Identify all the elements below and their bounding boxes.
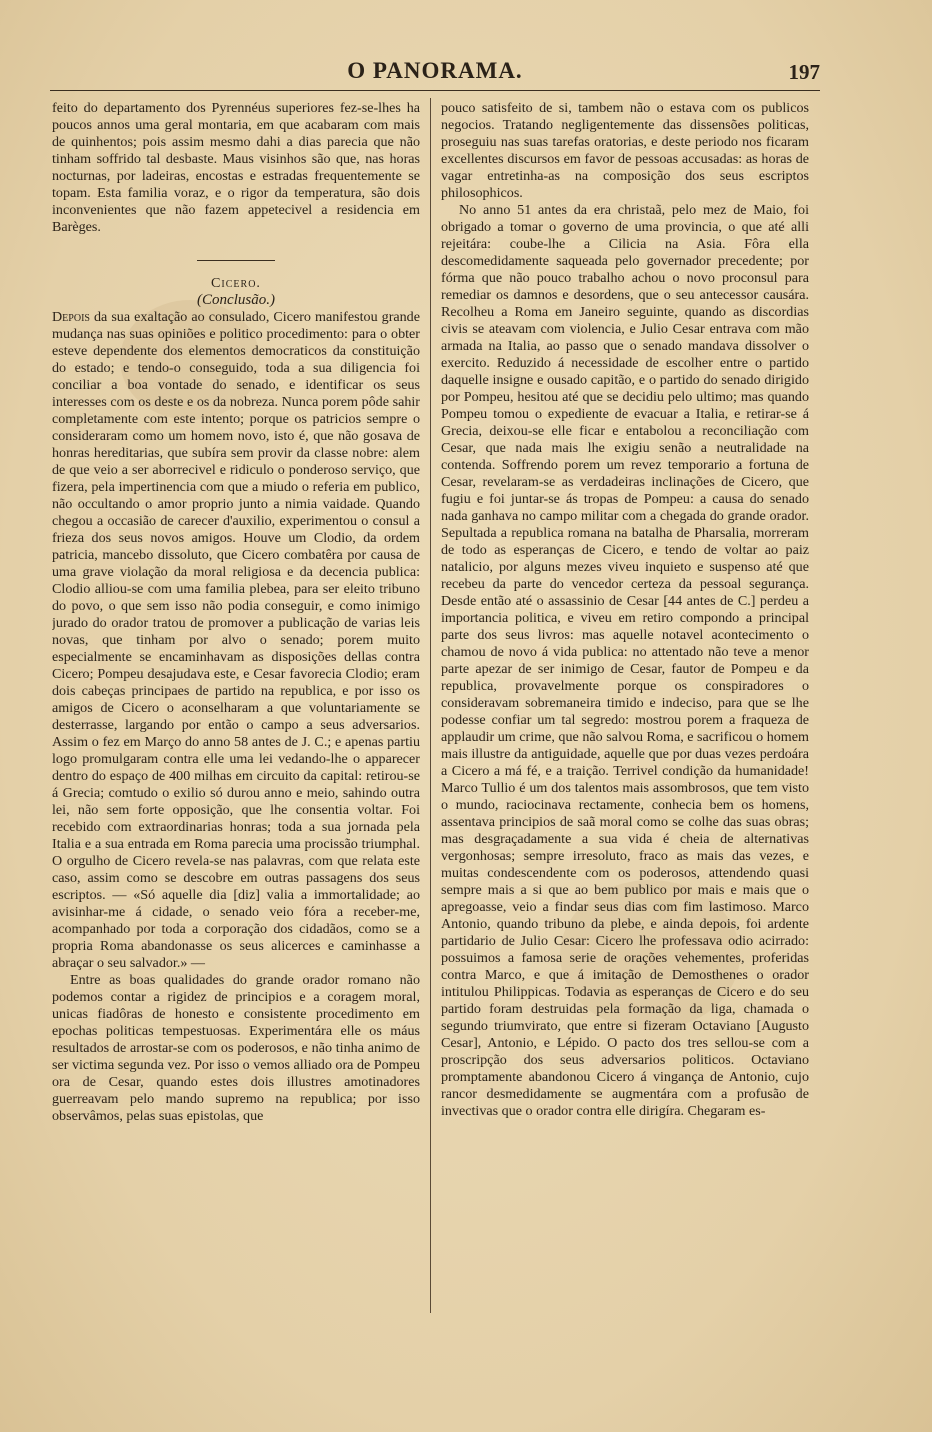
- dropcap-word: Depois: [52, 309, 90, 325]
- page-header: [50, 56, 820, 86]
- article-paragraph: pouco satisfeito de si, tambem não o estava com os publicos negocios. Tratando negligentemente das dissensões politicas, proseguiu nas suas tarefas oratorias, e deste periodo nos ficaram excellentes discursos em favor de pessoas accusadas: as horas de vagar entretinha-as na composição dos seus escriptos philosophicos.: [441, 100, 809, 201]
- left-column: [52, 100, 420, 1315]
- header-rule: [50, 90, 820, 91]
- page-number: 197: [788, 60, 820, 84]
- section-separator: [197, 260, 275, 261]
- article-paragraph: [52, 309, 420, 972]
- article-title: Cicero.: [211, 275, 261, 291]
- right-column: [441, 100, 809, 1315]
- column-divider: [430, 98, 431, 1313]
- article-paragraph: Entre as boas qualidades do grande orador romano não podemos contar a rigidez de principios e a coragem moral, unicas fiadôras de honesto e consistente procedimento em epochas politicas tempestuosas. Experimentára elle os máus resultados de arrostar-se com os poderosos, e não tinha animo de ser victima segunda vez. Por isso o vemos alliado ora de Pompeu ora de Cesar, quando estes dois illustres amotinadores guerreavam pelo mando supremo na republica; por isso observâmos, pelas suas epistolas, que: [52, 972, 420, 1124]
- article-subtitle: (Conclusão.): [197, 292, 275, 308]
- intro-paragraph: feito do departamento dos Pyrennéus superiores fez-se-lhes ha poucos annos uma geral montaria, em que acabaram com mais de quinhentos; pois assim mesmo dahi a dias parecia que não tinham soffrido tal desbaste. Maus visinhos são que, nas horas nocturnas, por ladeiras, encostas e estradas frequentemente se topam. Esta familia voraz, e o rigor da temperatura, são dois inconvenientes que não fazem appetecivel a residencia em Barèges.: [52, 100, 420, 235]
- article-paragraph: No anno 51 antes da era christaã, pelo mez de Maio, foi obrigado a tomar o governo de uma provincia, o que até alli rejeitára: coube-lhe a Cilicia na Asia. Fôra ella descomedidamente saqueada pelo governador precedente; por fórma que não pouco trabalho achou o novo proconsul para remediar os damnos e desordens, que o seu antecessor causára. Recolheu a Roma em Janeiro seguinte, quando as discordias civis se ateavam com violencia, e Julio Cesar entrava com mão armada na Italia, ao passo que o senado mandava dissolver o exercito. Reduzido á necessidade de escolher entre o partido daquelle insigne e ousado capitão, e o partido do senado dirigido por Pompeu, hesitou até que se decidiu pelo ultimo; mas quando Pompeu tomou o expediente de evacuar a Italia, e retirar-se á Grecia, deixou-se elle ficar e entabolou a reconciliação com Cesar, que nada mais lhe exigiu senão a neutralidade na contenda. Soffrendo porem um revez temporario a fortuna de Cesar, revelaram-se as verdadeiras inclinações de Cicero, que fugiu e foi juntar-se ás tropas de Pompeu: a causa do senado nada ganhava no campo militar com a chegada do grande orador. Sepultada a republica romana na batalha de Pharsalia, morreram de todo as esperanças de Cicero, e tendo de voltar ao paiz natalicio, por alguns mezes viveu inquieto e suspenso até que recebeu da parte do vencedor certeza da pessoal segurança. Desde então até o assassinio de Cesar [44 antes de C.] perdeu a importancia politica, e viveu em retiro compondo a principal parte dos seus livros: mas aquelle notavel acontecimento o chamou de novo á vida publica: no attentado não teve a menor parte apezar de ser inimigo de Cesar, fautor de Pompeu e da republica, provavelmente porque os conspiradores o consideravam sobremaneira timido e indeciso, para que se lhe podesse confiar um tal segredo: mostrou porem a fraqueza de applaudir um crime, que não salvou Roma, e sacrificou o homem mais illustre da antiguidade, aquelle que por duas vezes perdoára a Cicero a má fé, e a traição. Terrivel condição da humanidade! Marco Tullio é um dos talentos mais assombrosos, que tem visto o mundo, raciocinava rectamente, conhecia bem os homens, assentava principios de saã moral como se colhe das suas obras; mas desgraçadamente a sua vida é cheia de alternativas vergonhosas; sempre irresoluto, fraco as mais das vezes, e muitas condescendente com os poderosos, attendendo quasi sempre mais a si que ao bem publico por mais e mais que o apregoasse, veio a findar seus dias com fim lastimoso. Marco Antonio, quando tribuno da plebe, e ainda depois, foi ardente partidario de Julio Cesar: Cicero lhe professava odio acirrado: possuimos a famosa serie de orações vehementes, proferidas contra Marco, e que á imitação de Demosthenes o orador intitulou Philippicas. Todavia as esperanças de Cicero e do seu partido foram destruidas pela formação da liga, chamada o segundo triumvirato, que entre si fizeram Octaviano [Augusto Cesar], Antonio, e Lépido. O pacto dos tres sellou-se com a proscripção dos seus adversarios politicos. Octaviano promptamente abandonou Cicero á vingança de Antonio, cujo rancor desmedidamente se augmentára com a profusão de invectivas que o orador contra elle dirigíra. Chegaram es-: [441, 202, 809, 1119]
- article-paragraph-text: da sua exaltação ao consulado, Cicero manifestou grande mudança nas suas opiniões e politico procedimento: para o obter esteve dependente dos elementos democraticos da constituição do estado; e tendo-o conseguido, toda a sua diligencia foi conciliar a boa vontade do senado, e identificar os seus interesses com os deste e os da nobreza. Nunca porem pôde sahir completamente com este intento; porque os patricios sempre o consideraram como um homem novo, isto é, que não gosava de honras hereditarias, que subíra sem provir da classe nobre: alem de que veio a ser aborrecivel e ridiculo o ponderoso serviço, que fizera, pela impertinencia com que a miudo o referia em publico, não occultando o amor proprio junto a nimia vaidade. Quando chegou a occasião de carecer d'auxilio, experimentou o consul a frieza dos seus novos amigos. Houve um Clodio, da ordem patricia, mancebo dissoluto, que Cicero combatêra por causa de uma grave violação da moral religiosa e da decencia publica: Clodio alliou-se com uma familia plebea, para ser eleito tribuno do povo, o que sem isso não podia conseguir, e como inimigo jurado do orador tratou de promover a publicação de varias leis novas, que tinham por alvo o senado; porem muito especialmente se encaminhavam as disposições dellas contra Cicero; Pompeu desajudava este, e Cesar favorecia Clodio; eram dois cabeças principaes de partido na republica, e por isso os amigos de Cicero o aconselharam a que voluntariamente se desterrasse, largando por então o campo a seus adversarios. Assim o fez em Março do anno 58 antes de J. C.; e apenas partiu logo promulgaram contra elle uma lei vedando-lhe o apparecer dentro do espaço de 400 milhas em circuito da capital: retirou-se á Grecia; comtudo o exilio só durou anno e meio, sahindo outra lei, não sem forte opposição, que lhe consentia voltar. Foi recebido com extraordinarias honras; toda a sua jornada pela Italia e a sua entrada em Roma parecia uma procissão triumphal. O orgulho de Cicero revela-se nas palavras, com que relata este caso, assim como se descobre em outras passagens dos seus escriptos. — «Só aquelle dia [diz] valia a immortalidade; ao avisinhar-me á cidade, o senado veio fóra a receber-me, acompanhado por toda a corporação dos cidadãos, como se a propria Roma abandonasse os seus alicerces e caminhasse a abraçar o seu salvador.» —: [52, 309, 420, 971]
- page-title: O PANORAMA.: [347, 58, 523, 83]
